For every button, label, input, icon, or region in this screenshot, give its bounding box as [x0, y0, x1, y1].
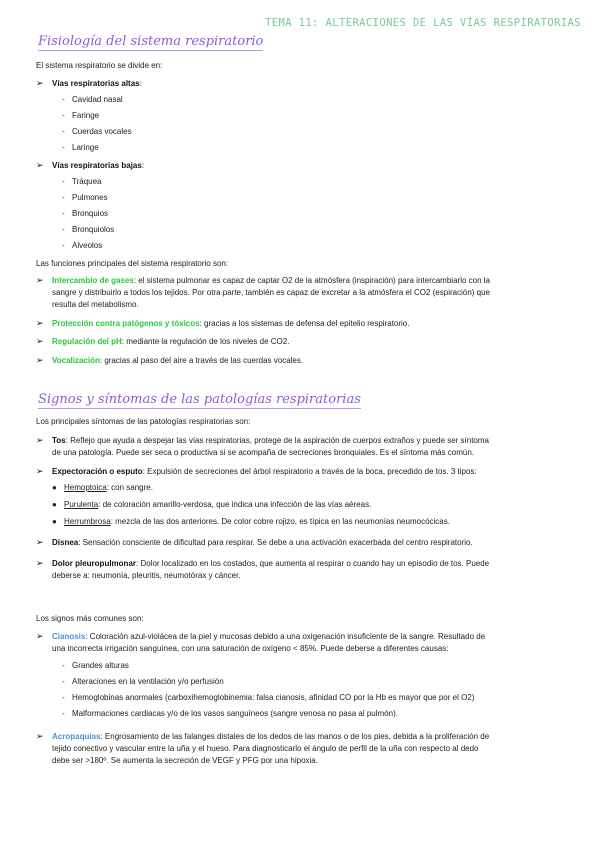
dash-bullet-icon: -: [62, 661, 65, 670]
dash-bullet-icon: -: [62, 193, 65, 202]
symptom-item-continued: de una patología. Puede ser seca o productiva si se acompaña de secreciones bronquiales. Es el síntoma más común.: [52, 448, 475, 457]
list-heading: Vías respiratorias altas:: [52, 79, 142, 88]
sign-item-cianosis: Cianosis: Coloración azul-violácea de la piel y mucosas debido a una oxigenación insuficiente de la sangre. Resultado de: [52, 632, 486, 641]
section-title-signos: Signos y síntomas de las patologías respiratorias: [38, 392, 361, 407]
sign-item-continued: debe ser >180º. Se aumenta la secreción de VEGF y PFG por una hipoxia.: [52, 756, 318, 765]
function-item-continued: sangre y distribuirlo a todos los tejidos. Por otra parte, también es capaz de excretar a la atmósfera el CO2 (espiración) que: [52, 288, 490, 297]
symptoms-intro: Los principales síntomas de las patologías respiratorias son:: [36, 417, 251, 426]
symptom-item-continued: deberse a: neumonía, pleuritis, neumotórax y cáncer.: [52, 571, 241, 580]
function-item-ph: Regulación del pH: mediante la regulación de los niveles de CO2.: [52, 337, 290, 346]
symptom-item-expectoracion: Expectoración o esputo: Expulsión de secreciones del árbol respiratorio a través de la boca, precedido de tos. 3 tipos:: [52, 467, 477, 476]
dash-bullet-icon: -: [62, 209, 65, 218]
dash-bullet-icon: -: [62, 143, 65, 152]
dot-bullet-icon: ●: [52, 483, 57, 492]
function-item-vocalizacion: Vocalización: gracias al paso del aire a través de las cuerdas vocales.: [52, 356, 304, 365]
arrow-bullet-icon: ➢: [36, 336, 44, 346]
arrow-bullet-icon: ➢: [36, 466, 44, 476]
symptom-item-dolor: Dolor pleuropulmonar: Dolor localizado en los costados, que aumenta al respirar o cuando hay un episodio de tos. Puede: [52, 559, 490, 568]
arrow-bullet-icon: ➢: [36, 355, 44, 365]
sign-item-acropaquias: Acropaquias: Engrosamiento de las falanges distales de los dedos de las manos o de los pies, debida a la proliferación de: [52, 732, 490, 741]
document-header: TEMA 11: ALTERACIONES DE LAS VÍAS RESPIRATORIAS: [265, 17, 581, 29]
list-item: Bronquios: [72, 209, 109, 218]
list-item: Bronquiolos: [72, 225, 115, 234]
arrow-bullet-icon: ➢: [36, 275, 44, 285]
intro-text: El sistema respiratorio se divide en:: [36, 61, 163, 70]
list-heading: Vías respiratorias bajas:: [52, 161, 145, 170]
sputum-type: Herrumbrosa: mezcla de las dos anteriores. De color cobre rojizo, es típica en las neumonías neumocócicas.: [64, 517, 450, 526]
arrow-bullet-icon: ➢: [36, 537, 44, 547]
dash-bullet-icon: -: [62, 127, 65, 136]
dot-bullet-icon: ●: [52, 500, 57, 509]
sputum-type: Hemoptoica: con sangre.: [64, 483, 153, 492]
list-item: Cuerdas vocales: [72, 127, 132, 136]
functions-intro: Las funciones principales del sistema respiratorio son:: [36, 259, 229, 268]
dash-bullet-icon: -: [62, 693, 65, 702]
list-item: Laringe: [72, 143, 99, 152]
cause-item: Malformaciones cardiacas y/o de los vasos sanguíneos (sangre venosa no pasa al pulmón).: [72, 709, 398, 718]
function-item-proteccion: Protección contra patógenos y tóxicos: gracias a los sistemas de defensa del epitelio respiratorio.: [52, 319, 410, 328]
dash-bullet-icon: -: [62, 177, 65, 186]
section-title-fisiologia: Fisiología del sistema respiratorio: [38, 34, 264, 49]
dash-bullet-icon: -: [62, 709, 65, 718]
list-item: Pulmones: [72, 193, 108, 202]
dash-bullet-icon: -: [62, 111, 65, 120]
arrow-bullet-icon: ➢: [36, 435, 44, 445]
sign-item-continued: una incorrecta irrigación sanguínea, con una saturación de oxígeno < 85%. Puede deberse a diferentes causas:: [52, 644, 449, 653]
cause-item: Alteraciones en la ventilación y/o perfusión: [72, 677, 224, 686]
cause-item: Grandes alturas: [72, 661, 129, 670]
list-item: Alveolos: [72, 241, 103, 250]
function-item-continued: resulta del metabolismo.: [52, 300, 139, 309]
sign-item-continued: tejido conectivo y vascular entre la uña y el hueso. Para diagnosticarlo el ángulo de perfil de la uña con respecto al dedo: [52, 744, 479, 753]
list-item: Cavidad nasal: [72, 95, 123, 104]
function-item-intercambio: Intercambio de gases: el sistema pulmonar es capaz de captar O2 de la atmósfera (inspiración) para intercambiarlo con la: [52, 276, 490, 285]
arrow-bullet-icon: ➢: [36, 318, 44, 328]
arrow-bullet-icon: ➢: [36, 160, 44, 170]
sputum-type: Purulenta: de coloración amarillo-verdosa, que indica una infección de las vías aéreas.: [64, 500, 372, 509]
arrow-bullet-icon: ➢: [36, 731, 44, 741]
signs-intro: Los signos más comunes son:: [36, 614, 144, 623]
symptom-item-disnea: Disnea: Sensación consciente de dificultad para respirar. Se debe a una activación exacerbada del centro respiratorio.: [52, 538, 473, 547]
dot-bullet-icon: ●: [52, 517, 57, 526]
arrow-bullet-icon: ➢: [36, 78, 44, 88]
symptom-item-tos: Tos: Reflejo que ayuda a despejar las vías respiratorias, protege de la aspiración de cuerpos extraños y puede ser síntoma: [52, 436, 489, 445]
arrow-bullet-icon: ➢: [36, 558, 44, 568]
arrow-bullet-icon: ➢: [36, 631, 44, 641]
list-item: Faringe: [72, 111, 100, 120]
dash-bullet-icon: -: [62, 225, 65, 234]
dash-bullet-icon: -: [62, 241, 65, 250]
list-item: Tráquea: [72, 177, 102, 186]
cause-item: Hemoglobinas anormales (carboxihemoglobinemia: falsa cianosis, afinidad CO por la Hb es mayor que por el O2): [72, 693, 475, 702]
dash-bullet-icon: -: [62, 677, 65, 686]
dash-bullet-icon: -: [62, 95, 65, 104]
